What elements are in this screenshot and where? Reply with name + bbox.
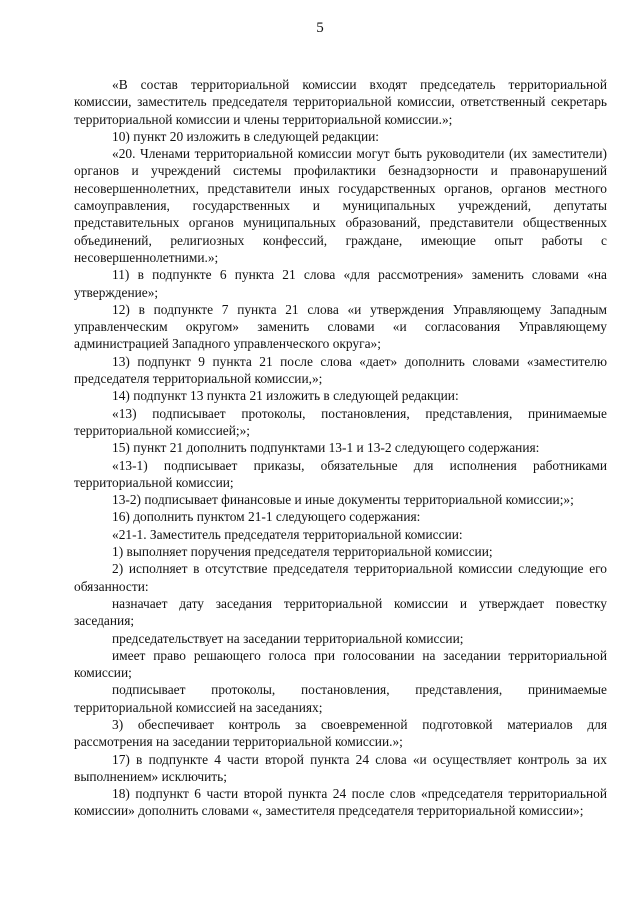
paragraph-duty-1: 1) выполняет поручения председателя территориальной комиссии; (112, 544, 493, 560)
paragraph-duty-2-date: назначает дату заседания территориальной комиссии и утверждает повестку заседания; (74, 595, 607, 629)
paragraph-duty-3: 3) обеспечивает контроль за своевременной подготовкой материалов для рассмотрения на заседании территориальной комиссии.»; (74, 716, 607, 750)
paragraph-item-14: 14) подпункт 13 пункта 21 изложить в следующей редакции: (112, 388, 459, 404)
paragraph-item-18: 18) подпункт 6 части второй пункта 24 после слов «председателя территориальной комиссии» дополнить словами «, заместителя председателя территориальной комиссии»; (74, 786, 607, 819)
paragraph-subclause-13-1: «13-1) подписывает приказы, обязательные для исполнения работниками территориальной комиссии; (74, 457, 607, 490)
paragraph-duty-2-sign: подписывает протоколы, постановления, представления, принимаемые территориальной комиссией на заседаниях; (74, 682, 607, 715)
page-number: 5 (316, 20, 324, 36)
paragraph-subclause-13-2: 13-2) подписывает финансовые и иные документы территориальной комиссии;»; (112, 492, 574, 508)
paragraph-item-10: 10) пункт 20 изложить в следующей редакции: (112, 128, 380, 144)
paragraph-clause-20: «20. Членами территориальной комиссии могут быть руководители (их заместители) органов и учреждений системы профилактики безнадзорности и правонарушений несовершеннолетних, представители иных государственных органов, органов местного самоуправления, государственных и муниципальных учреждений, депутаты представительных органов муниципальных образований, представители общественных объединений, религиозных конфессий, граждане, имеющие опыт работы с несовершеннолетними.»; (74, 146, 607, 265)
paragraph-item-12: 12) в подпункте 7 пункта 21 слова «и утверждения Управляющему Западным управленческим округом» заменить словами «и согласования Управляющему администрацией Западного управленческого округа»; (74, 301, 607, 352)
paragraph-item-17: 17) в подпункте 4 части второй пункта 24 слова «и осуществляет контроль за их выполнением» исключить; (74, 751, 607, 784)
paragraph-item-16: 16) дополнить пунктом 21-1 следующего содержания: (112, 509, 421, 525)
paragraph-item-11: 11) в подпункте 6 пункта 21 слова «для рассмотрения» заменить словами «на утверждение»; (74, 267, 607, 300)
paragraph-item-13: 13) подпункт 9 пункта 21 после слова «дает» дополнить словами «заместителю председателя территориальной комиссии,»; (74, 353, 607, 387)
paragraph-composition: «В состав территориальной комиссии входят председатель территориальной комиссии, заместитель председателя территориальной комиссии, ответственный секретарь территориальной комиссии и члены территориальной комиссии.»; (74, 77, 607, 127)
document-body (74, 76, 607, 820)
paragraph-duty-2-vote: имеет право решающего голоса при голосовании на заседании территориальной комиссии; (74, 647, 607, 681)
paragraph-clause-21-1: «21-1. Заместитель председателя территориальной комиссии: (112, 526, 463, 542)
paragraph-duty-2: 2) исполняет в отсутствие председателя территориальной комиссии следующие его обязанности: (74, 561, 607, 594)
paragraph-subclause-13: «13) подписывает протоколы, постановления, представления, принимаемые территориальной комиссией;»; (74, 405, 607, 438)
paragraph-item-15: 15) пункт 21 дополнить подпунктами 13-1 и 13-2 следующего содержания: (112, 440, 540, 456)
paragraph-duty-2-chair: председательствует на заседании территориальной комиссии; (112, 630, 464, 646)
